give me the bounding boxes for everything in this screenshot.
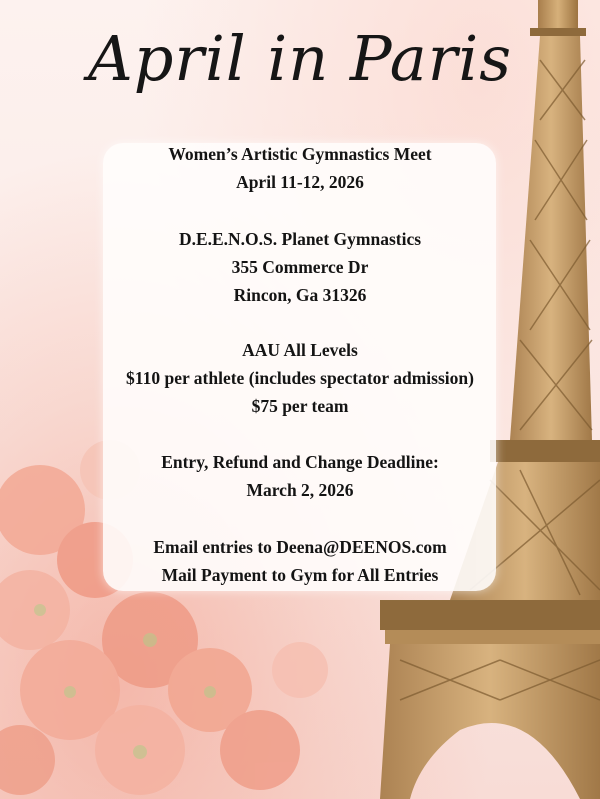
deadline-label: Entry, Refund and Change Deadline: [161, 452, 439, 472]
meet-name: Women’s Artistic Gymnastics Meet [168, 144, 432, 164]
venue-city: Rincon, Ga 31326 [233, 285, 367, 305]
venue-name: D.E.E.N.O.S. Planet Gymnastics [178, 229, 422, 249]
venue-street: 355 Commerce Dr [231, 257, 369, 277]
email-entries: Email entries to Deena@DEENOS.com [153, 537, 447, 557]
fee-levels: AAU All Levels [242, 340, 358, 360]
fee-athlete: $110 per athlete (includes spectator admission) [126, 368, 474, 388]
mail-payment: Mail Payment to Gym for All Entries [161, 565, 439, 585]
deadline-date: March 2, 2026 [246, 480, 354, 500]
meet-dates: April 11-12, 2026 [236, 172, 364, 192]
info-card [103, 143, 496, 591]
flyer-title: April in Paris [87, 22, 513, 95]
fee-team: $75 per team [251, 396, 349, 416]
